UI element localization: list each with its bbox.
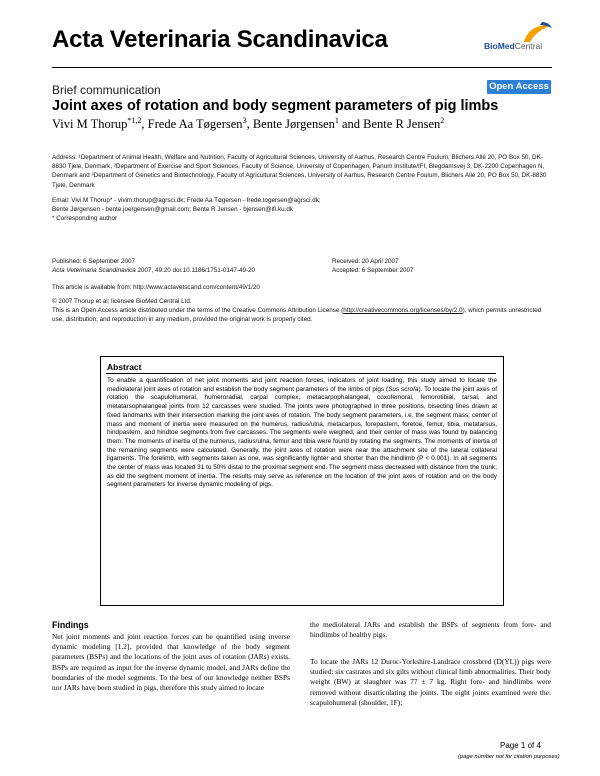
author-separator: and [338, 117, 364, 132]
findings-left-column: Net joint moments and joint reaction forces can be quantified using inverse dynamic modeling [1,2], provided that knowledge of the body segment parameters (BSPs) and the locations of the joint axes of rotation (JARs) exists. BSPs are required as input for the inverse dynamic model, and JARs define the boundaries of the model segments. To the best of our knowledge neither BSPs nor JARs have been studied in pigs, therefore this study aimed to locate [52, 632, 290, 693]
findings-right-paragraph: the mediolateral JARs and establish the BSPs of segments from fore- and hindlimbs of healthy pigs. [310, 620, 551, 640]
copyright-line: © 2007 Thorup et al; licensee BioMed Central Ltd. [52, 298, 192, 305]
corresponding-author-note: * Corresponding author [52, 215, 118, 223]
license-link[interactable]: http://creativecommons.org/licenses/by/2.0 [343, 307, 463, 315]
author-addresses: Address: ¹Department of Animal Health, Welfare and Nutrition, Faculty of Agricultural Sciences, University of Aarhus, Research Centre Foulum, Blichers Allé 20, PO Box 50, DK-8830 Tjele, Denmark, ²Department of Exercise and Sport Sciences, Faculty of Science, University of Copenhagen, Panum Institute/IFI, Blegdamsvej 3, DK-2200 Copenhagen N, Denmark and ³Department of Genetics and Biotechnology, Faculty of Agricultural Sciences, University of Aarhus, Research Centre Foulum, Blichers Allé 20, PO Box 50, DK-8830 Tjele, Denmark [52, 154, 547, 189]
copyright-block [52, 297, 552, 325]
findings-right-paragraph: To locate the JARs 12 Duroc-Yorkshire-Landrace crossbred (D(YL)) pigs were studied: six castrates and six gilts without clinical limb abnormalities. Their body weight (BW) at slaughter was 77 ± 7 kg. Right fore- and hindlimbs were removed without disarticulating the joints. The eight joints examined were the: scapulohumeral (shoulder, 1F); [310, 657, 551, 707]
logo-swoosh-icon [524, 26, 550, 42]
published-date: Published: 6 September 2007 [52, 258, 135, 265]
email-line: Bente Jørgensen - bente.joergensen@gmail.com; Bente R Jensen - bjensen@ifi.ku.dk [52, 206, 294, 214]
author-affiliation: 3 [242, 116, 247, 125]
logo-bio-text: BioMed [484, 41, 515, 51]
author-name: Vivi M Thorup [52, 117, 128, 132]
author-name: Bente R Jensen [363, 117, 441, 132]
article-type: Brief communication [52, 83, 161, 97]
author-affiliation: *1,2 [127, 116, 142, 125]
author-name: Bente Jørgensen [252, 117, 335, 132]
author-separator: , [141, 117, 148, 132]
author-list [52, 116, 444, 132]
publication-info [52, 257, 312, 275]
author-separator: , [246, 117, 253, 132]
biomed-central-wordmark [484, 41, 542, 51]
abstract-part: ). To locate the joint axes of rotation the scapulohumeral, humeroradial, carpal complex, metacarpophalangeal, coxofemoral, femorotibial, tarsal, and metatarsophalangeal joints from 12 carcasses were studied. The joints were photographed in three positions, bisecting lines drawn at fixed landmarks with their intersection marking the joint axes of rotation. The body segment parameters, i.e. the segment mass, center of mass and moment of inertia were measured on the humerus, radius/ulna, metacarpus, forepastern, foretoe, femur, tibia, metatarsus, hindpastern, and hindtoe segments from five carcasses. The segments were weighed, and their center of mass was found by balancing them. The moments of inertia of the humerus, radius/ulna, femur and tibia were found by rotating the segments. The moments of inertia of the remaining segments were calculated. Generally, the joint axes of rotation were near the attachment site of the lateral collateral ligaments. The forelimb, with segments taken as one, was significantly lighter and shorter than the hindlimb (P < 0.001). In all segments the center of mass was located 31 to 50% distal to the proximal segment end. The segment mass decreased with distance from the trunk, as did the segment moment of inertia. The results may serve as reference on the location of the joint axes of rotation and on the body segment parameters for inverse dynamic modeling of pigs. [107, 385, 497, 489]
findings-heading: Findings [52, 620, 89, 630]
author-affiliation: 1 [334, 116, 339, 125]
accepted-date: Accepted: 6 September 2007 [332, 267, 414, 275]
abstract-part: To enable a quantification of net joint moments and joint reaction forces, indicators of joint loading, this study aimed to locate the mediolateral joint axes of rotation and establish the body segment parameters of the limbs of pigs ( [107, 377, 497, 393]
received-date: Received: 20 April 2007 [332, 258, 399, 265]
citation-journal: Acta Veterinaria Scandinavica [52, 267, 136, 275]
citation-details: 2007, 49:20 doi:10.1186/1751-0147-49-20 [135, 267, 256, 275]
paper-title: Joint axes of rotation and body segment parameters of pig limbs [52, 98, 499, 114]
email-line: Email: Vivi M Thorup* - vivim.thorup@agrsci.dk; Frede Aa Tøgersen - frede.togersen@agrsci.dk; [52, 197, 321, 204]
citation [52, 266, 312, 275]
open-access-badge: Open Access [487, 80, 551, 94]
license-post: ), which permits unrestricted use, distribution, and reproduction in any medium, provided the original work is properly cited. [52, 307, 542, 324]
author-emails [52, 196, 552, 224]
page-number: Page 1 of 4 [500, 741, 541, 750]
abstract-text [107, 377, 497, 490]
license-pre: This is an Open Access article distributed under the terms of the Creative Commons Attribution License ( [52, 307, 344, 315]
review-dates [332, 257, 552, 275]
article-url[interactable]: This article is available from: http://www.actavetscand.com/content/49/1/20 [52, 284, 260, 291]
abstract-heading: Abstract [107, 362, 142, 372]
license-text [52, 306, 552, 324]
author-name: Frede Aa Tøgersen [147, 117, 243, 132]
page-citation-note: (page number not for citation purposes) [458, 754, 560, 760]
author-affiliation: 2 [440, 116, 445, 125]
abstract-divider [106, 373, 496, 374]
header-divider [52, 67, 552, 68]
logo-central-text: Central [514, 41, 543, 51]
species-name: Sus scrofa [388, 385, 419, 393]
journal-title: Acta Veterinaria Scandinavica [52, 26, 388, 53]
